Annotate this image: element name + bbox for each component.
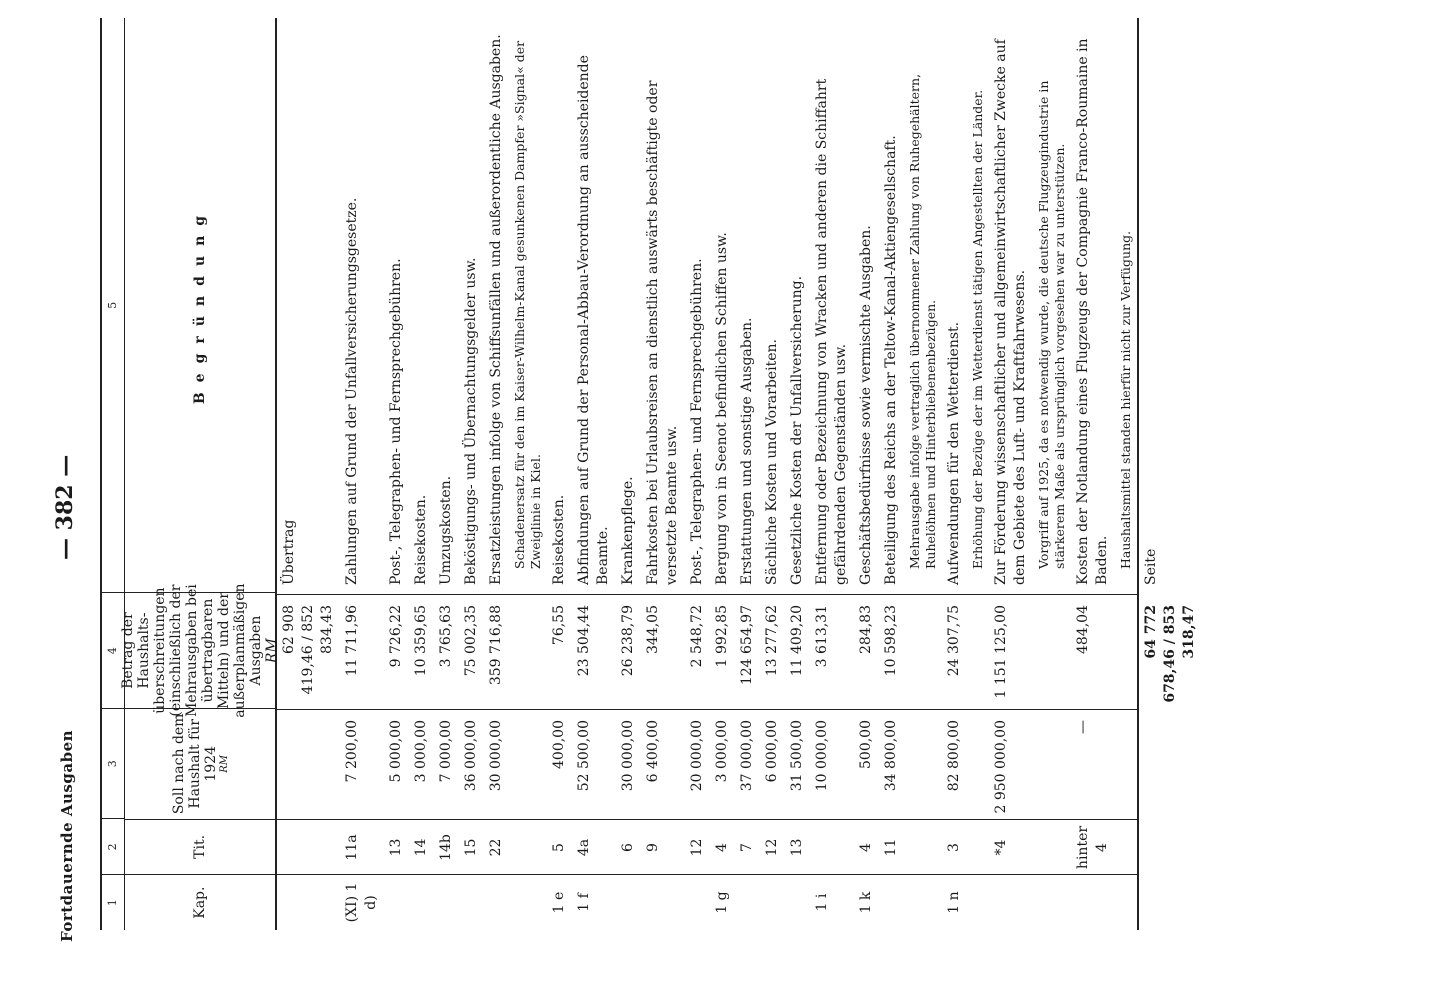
- begruendung-cell: Aufwendungen für den Wetterdienst.: [946, 321, 962, 585]
- betrag-cell: 359 716,88: [488, 605, 504, 686]
- note-row: [1033, 18, 1071, 930]
- soll-cell: 10 000,00: [814, 720, 830, 792]
- kap-cell: 1 e: [551, 891, 567, 914]
- begruendung-cell: Sächliche Kosten und Vorarbeiten.: [764, 339, 780, 585]
- begruendung-cell: Mehrausgabe infolge vertraglich übernommener Zahlung von Ruhegehältern, Ruhelöhnen und Hinterbliebenenbezügen.: [907, 73, 938, 569]
- tit-cell: 22: [488, 838, 504, 857]
- header-begruendung: Begründung: [192, 205, 208, 405]
- digitization-note: [1418, 30, 1432, 450]
- column-divider: [277, 709, 1137, 710]
- header-tit: Tit.: [125, 819, 275, 875]
- kap-cell: 1 g: [714, 891, 730, 914]
- soll-cell: 31 500,00: [789, 720, 805, 792]
- header-kap: Kap.: [125, 874, 275, 930]
- begruendung-cell: Geschäftsbedürfnisse sowie vermischte Ausgaben.: [858, 225, 874, 585]
- tit-cell: 12: [764, 838, 780, 857]
- kap-cell: [509, 875, 547, 930]
- table-row: [685, 18, 710, 930]
- table-row: [434, 18, 459, 930]
- soll-cell: 34 800,00: [883, 720, 899, 792]
- begruendung-cell: Reisekosten.: [551, 494, 567, 585]
- begruendung-cell: Post-, Telegraphen- und Fernsprechgebühren.: [388, 258, 404, 585]
- kap-cell: [277, 875, 340, 930]
- begruendung-cell: Post-, Telegraphen- und Fernsprechgebühren.: [689, 258, 705, 585]
- table-row: [547, 18, 572, 930]
- soll-cell: 30 000,00: [488, 720, 504, 792]
- soll-cell: 82 800,00: [946, 720, 962, 792]
- tit-cell: [509, 820, 547, 875]
- column-divider: [277, 594, 1137, 595]
- header-betrag-label: Betrag der Haushalts-überschreitungen (einschließlich der Mehrausgaben bei übertragbaren Mitteln) und der außerplanmäßigen Ausgaben: [119, 583, 265, 718]
- colnum-1: 1: [102, 874, 124, 930]
- soll-cell: [277, 710, 340, 820]
- kap-cell: [760, 875, 785, 930]
- table-row: [277, 18, 340, 930]
- begruendung-cell: Zahlungen auf Grund der Unfallversicherungsgesetze.: [344, 197, 360, 585]
- column-headers: [119, 18, 281, 930]
- table-row: [409, 18, 434, 930]
- begruendung-cell: Abfindungen auf Grund der Personal-Abbau-Verordnung an ausscheidende Beamte.: [576, 55, 611, 585]
- betrag-cell: 3 765,63: [438, 605, 454, 668]
- header-soll: [125, 708, 275, 818]
- table-row: [710, 18, 735, 930]
- section-header: Fortdauernde Ausgaben: [58, 729, 76, 942]
- tit-cell: 14: [413, 838, 429, 857]
- tit-cell: 14b: [438, 834, 454, 861]
- note-row: [904, 18, 942, 930]
- colnum-2: 2: [102, 818, 124, 874]
- expenditure-table: [100, 18, 1202, 930]
- kap-cell: [641, 875, 685, 930]
- header-betrag: [119, 583, 281, 718]
- betrag-cell: [967, 595, 989, 710]
- betrag-cell: 10 359,65: [413, 605, 429, 677]
- betrag-cell: 484,04: [1075, 605, 1091, 654]
- header-soll-label: Soll nach dem Haushalt für 1924: [170, 713, 219, 815]
- begruendung-cell: Beköstigungs- und Übernachtungsgelder usw.: [463, 257, 479, 585]
- soll-cell: 6 000,00: [764, 720, 780, 783]
- begruendung-cell: Beteiligung des Reichs an der Teltow-Kanal-Aktiengesellschaft.: [883, 135, 899, 585]
- kap-cell: [409, 875, 434, 930]
- begruendung-cell: Bergung von in Seenot befindlichen Schiffen usw.: [714, 232, 730, 585]
- tit-cell: [810, 820, 854, 875]
- kap-cell: [685, 875, 710, 930]
- betrag-cell: 26 238,79: [620, 605, 636, 677]
- header-soll-unit: RM: [218, 754, 230, 773]
- soll-cell: 5 000,00: [388, 720, 404, 783]
- tit-cell: [1033, 820, 1071, 875]
- begruendung-cell: Ersatzleistungen infolge von Schiffsunfällen und außerordentliche Ausgaben.: [488, 34, 504, 585]
- kap-cell: [989, 875, 1033, 930]
- kap-cell: [484, 875, 509, 930]
- soll-cell: [967, 710, 989, 820]
- tit-cell: *4: [993, 839, 1009, 856]
- kap-cell: 1 f: [576, 893, 592, 912]
- begruendung-cell: Entfernung oder Bezeichnung von Wracken und anderen die Schiffahrt gefährdenden Gegenständen usw.: [814, 78, 849, 585]
- betrag-cell: 124 654,97: [739, 605, 755, 686]
- column-divider: [277, 819, 1137, 820]
- betrag-cell: 11 409,20: [789, 605, 805, 677]
- table-row: [810, 18, 854, 930]
- betrag-cell: 10 598,23: [883, 605, 899, 677]
- tit-cell: 4: [714, 843, 730, 852]
- soll-cell: 20 000,00: [689, 720, 705, 792]
- tit-cell: 3: [946, 843, 962, 852]
- betrag-cell: 2 548,72: [689, 605, 705, 668]
- betrag-cell: 284,83: [858, 605, 874, 654]
- betrag-cell: [1115, 595, 1137, 710]
- betrag-cell: 11 711,96: [344, 605, 360, 677]
- tit-cell: 5: [551, 843, 567, 852]
- begruendung-cell: Zur Förderung wissenschaftlicher und allgemeinwirtschaftlicher Zwecke auf dem Gebiete des Luft- und Kraftfahrwesens.: [993, 39, 1028, 585]
- betrag-cell: 24 307,75: [946, 605, 962, 677]
- begruendung-cell: Umzugskosten.: [438, 475, 454, 585]
- kap-cell: [735, 875, 760, 930]
- soll-cell: 6 400,00: [645, 720, 661, 783]
- table-row: [484, 18, 509, 930]
- kap-cell: (XI) 1 d): [344, 882, 379, 923]
- soll-cell: —: [1075, 720, 1091, 734]
- kap-cell: [1115, 875, 1137, 930]
- begruendung-cell: Vorgriff auf 1925, da es notwendig wurde, die deutsche Flugzeugindustrie in stärkerem Maße als ursprünglich vorgesehen war zu unterstützen.: [1036, 80, 1067, 569]
- kap-cell: [459, 875, 484, 930]
- betrag-cell: 1 992,85: [714, 605, 730, 668]
- soll-cell: 7 200,00: [344, 720, 360, 783]
- betrag-cell: [904, 595, 942, 710]
- kap-cell: [904, 875, 942, 930]
- tit-cell: [1115, 820, 1137, 875]
- total-betrag: 64 772 678,46 / 853 318,47: [1143, 605, 1197, 703]
- tit-cell: 11: [883, 838, 899, 857]
- note-row: [1115, 18, 1137, 930]
- kap-cell: [616, 875, 641, 930]
- kap-cell: [879, 875, 904, 930]
- table-row: [854, 18, 879, 930]
- begruendung-cell: Fahrkosten bei Urlaubsreisen an dienstlich auswärts beschäftigte oder versetzte Beamte usw.: [645, 80, 680, 585]
- betrag-cell: 1 151 125,00: [993, 605, 1009, 699]
- soll-cell: 30 000,00: [620, 720, 636, 792]
- tit-cell: 11a: [344, 834, 360, 861]
- tit-cell: 9: [645, 843, 661, 852]
- betrag-cell: 13 277,62: [764, 605, 780, 677]
- begruendung-cell: Erhöhung der Bezüge der im Wetterdienst tätigen Angestellten der Länder.: [970, 89, 985, 569]
- begruendung-cell: Haushaltsmittel standen hierfür nicht zur Verfügung.: [1118, 230, 1133, 569]
- betrag-cell: 76,55: [551, 605, 567, 646]
- table-row: [785, 18, 810, 930]
- soll-cell: 3 000,00: [714, 720, 730, 783]
- note-row: [509, 18, 547, 930]
- tit-cell: 6: [620, 843, 636, 852]
- betrag-cell: 344,05: [645, 605, 661, 654]
- tit-cell: 4: [858, 843, 874, 852]
- soll-cell: 52 500,00: [576, 720, 592, 792]
- kap-cell: [1033, 875, 1071, 930]
- begruendung-cell: Kosten der Notlandung eines Flugzeugs der Compagnie Franco-Roumaine in Baden.: [1075, 38, 1110, 585]
- table-row: [942, 18, 967, 930]
- kap-cell: 1 n: [946, 891, 962, 914]
- begruendung-cell: Reisekosten.: [413, 494, 429, 585]
- table-row: [459, 18, 484, 930]
- header-betrag-unit: RM: [264, 638, 281, 664]
- table-row: [1071, 18, 1115, 930]
- soll-cell: [1033, 710, 1071, 820]
- note-row: [967, 18, 989, 930]
- table-row: [641, 18, 685, 930]
- begruendung-cell: Krankenpflege.: [620, 476, 636, 585]
- table-row: [340, 18, 384, 930]
- table-row: [735, 18, 760, 930]
- soll-cell: 400,00: [551, 720, 567, 769]
- table-row: [760, 18, 785, 930]
- begruendung-cell: Schadenersatz für den im Kaiser-Wilhelm-Kanal gesunkenen Dampfer »Signal« der Zweiglinie in Kiel.: [512, 40, 543, 569]
- kap-cell: [434, 875, 459, 930]
- tit-cell: 4a: [576, 838, 592, 857]
- table-row: [989, 18, 1033, 930]
- page-number: — 382 —: [52, 454, 78, 560]
- tit-cell: 13: [388, 838, 404, 857]
- soll-cell: 7 000,00: [438, 720, 454, 783]
- table-row: [879, 18, 904, 930]
- soll-cell: 3 000,00: [413, 720, 429, 783]
- column-divider: [277, 874, 1137, 875]
- kap-cell: [785, 875, 810, 930]
- tit-cell: [904, 820, 942, 875]
- tit-cell: 13: [789, 838, 805, 857]
- table-row: [384, 18, 409, 930]
- total-row: [1137, 18, 1202, 930]
- tit-cell: 15: [463, 838, 479, 857]
- betrag-cell: 3 613,31: [814, 605, 830, 668]
- colnum-4: 4: [102, 592, 124, 708]
- column-numbers: [102, 18, 125, 930]
- soll-cell: 500,00: [858, 720, 874, 769]
- tit-cell: [277, 820, 340, 875]
- betrag-cell: [1033, 595, 1071, 710]
- colnum-3: 3: [102, 708, 124, 819]
- tit-cell: 12: [689, 838, 705, 857]
- kap-cell: [384, 875, 409, 930]
- betrag-cell: 62 908 419,46 / 852 834,43: [281, 605, 335, 695]
- soll-cell: [904, 710, 942, 820]
- kap-cell: 1 i: [814, 893, 830, 912]
- soll-cell: 36 000,00: [463, 720, 479, 792]
- total-label: Seite: [1143, 548, 1159, 585]
- begruendung-cell: Übertrag: [281, 519, 297, 585]
- betrag-cell: [509, 595, 547, 710]
- kap-cell: [1071, 875, 1115, 930]
- soll-cell: [1115, 710, 1137, 820]
- table-body: [277, 18, 1137, 930]
- soll-cell: 37 000,00: [739, 720, 755, 792]
- colnum-5: 5: [106, 301, 119, 309]
- soll-cell: [509, 710, 547, 820]
- soll-cell: 2 950 000,00: [993, 720, 1009, 814]
- kap-cell: [967, 875, 989, 930]
- tit-cell: hinter 4: [1075, 825, 1110, 870]
- begruendung-cell: Gesetzliche Kosten der Unfallversicherung.: [789, 275, 805, 585]
- betrag-cell: 75 002,35: [463, 605, 479, 677]
- kap-cell: 1 k: [858, 891, 874, 914]
- tit-cell: 7: [739, 843, 755, 852]
- table-row: [572, 18, 616, 930]
- betrag-cell: 23 504,44: [576, 605, 592, 677]
- table-row: [616, 18, 641, 930]
- betrag-cell: 9 726,22: [388, 605, 404, 668]
- begruendung-cell: Erstattungen und sonstige Ausgaben.: [739, 317, 755, 585]
- tit-cell: [967, 820, 989, 875]
